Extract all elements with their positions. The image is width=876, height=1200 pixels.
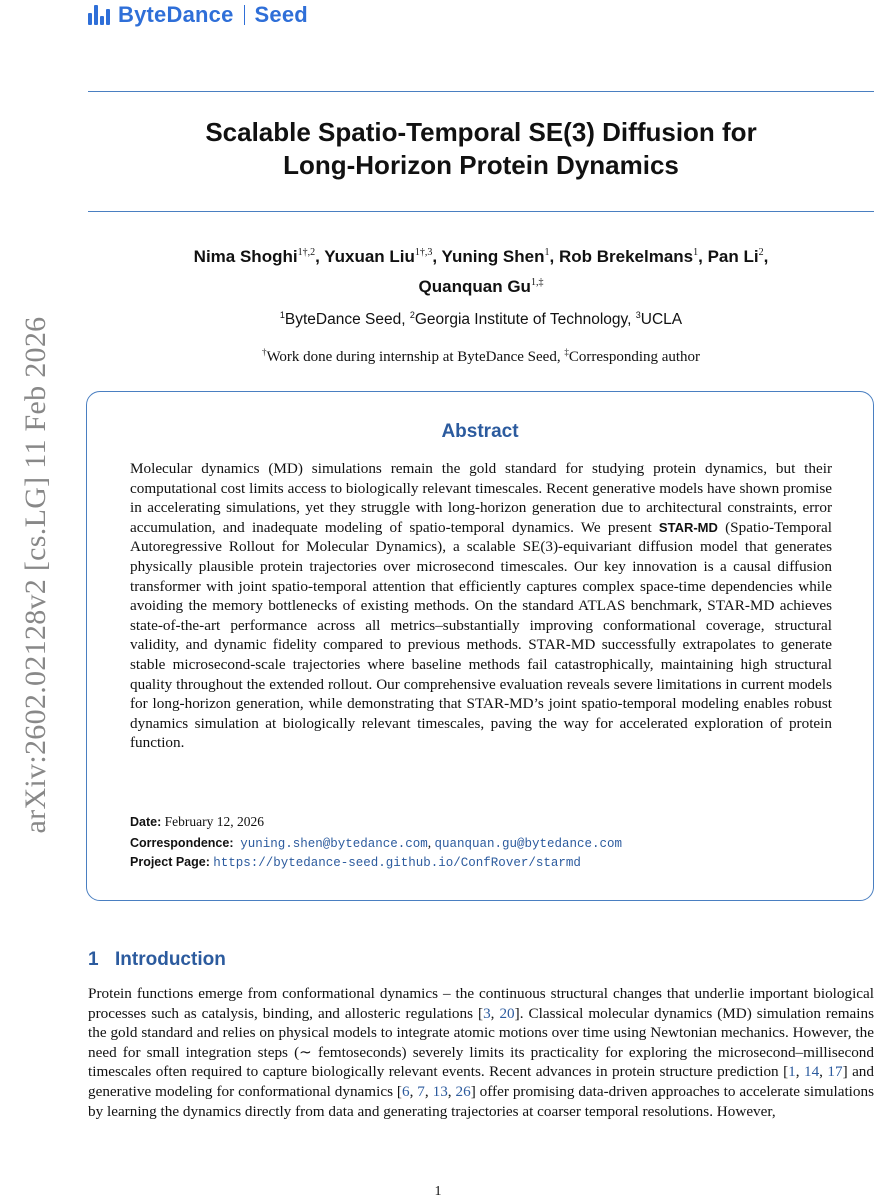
citation-link[interactable]: 3 — [483, 1004, 491, 1022]
title-rule-bottom — [88, 211, 874, 212]
title-line-1: Scalable Spatio-Temporal SE(3) Diffusion for — [205, 117, 757, 147]
email-separator: , — [427, 835, 432, 850]
author-marks: 1 — [693, 247, 699, 258]
citation-link[interactable]: 13 — [432, 1082, 448, 1100]
author-marks: 1 — [544, 247, 550, 258]
affiliations: $^1$ByteDance Seed, $^2$Georgia Institute of Technology, $^3$UCLA — [279, 310, 683, 328]
affiliation-name: ByteDance Seed — [284, 311, 402, 328]
author-name: Rob Brekelmans — [558, 247, 694, 266]
model-name: STAR-MD — [658, 519, 718, 535]
intro-text: ] and generative modeling for conformational dynamics [ — [88, 1063, 874, 1100]
author-notes — [88, 342, 874, 367]
citation-link[interactable]: 6 — [401, 1082, 410, 1100]
abstract-text-part2: (Spatio-Temporal Autoregressive Rollout for Molecular Dynamics), a scalable SE(3)-equivariant diffusion model that generates physically plausible protein trajectories over microsecond timescales. Our key innovation is a causal diffusion transformer with joint spatio-temporal attention that efficiently captures complex space-time dependencies while avoiding the memory bottlenecks of existing methods. On the standard ATLAS benchmark, STAR-MD achieves state-of-the-art performance across all metrics–substantially improving conformational coverage, structural validity, and dynamic fidelity compared to previous methods. STAR-MD successfully extrapolates to generate stable microsecond-scale trajectories where baseline methods fail catastrophically, maintaining high structural quality throughout the extended rollout. Our comprehensive evaluation reveals severe limitations in current models for long-horizon generation, while demonstrating that STAR-MD’s joint spatio-temporal modeling enables robust dynamics simulation at biologically relevant timescales, paving the way for accelerated exploration of protein function. — [130, 518, 833, 752]
author-marks: 1†,2 — [297, 247, 316, 258]
author-name: Pan Li — [707, 247, 759, 266]
abstract-text — [130, 459, 832, 753]
project-page-line — [130, 853, 832, 872]
author-name: Yuxuan Liu — [324, 247, 415, 266]
affiliation-name: UCLA — [640, 311, 683, 328]
title-line-2: Long-Horizon Protein Dynamics — [283, 150, 679, 180]
affiliation-mark: 1 — [279, 310, 285, 320]
intro-text: ]. Classical molecular dynamics (MD) simulation remains the gold standard and relies on physical models to integrate atomic motions over time using Newtonian mechanics. However, the need for small integration steps (∼ femtoseconds) severely limits its practicality for exploring the microsecond–millisecond timescales often required to capture biologically relevant events. Recent advances in protein structure prediction [ — [88, 1004, 874, 1081]
page-number: 1 — [434, 1184, 442, 1199]
date-value: February 12, 2026 — [164, 814, 264, 829]
project-page-label: Project Page: — [130, 855, 210, 869]
intro-text: Protein functions emerge from conformational dynamics – the continuous structural changes that underlie important biological processes such as catalysis, binding, and allosteric regulations [ — [88, 985, 874, 1022]
section-heading — [88, 949, 226, 971]
citation-link[interactable]: 26 — [455, 1082, 471, 1100]
author-list: Nima Shoghi$^{1\dagger,2}$, Yuxuan Liu$^{1\dagger,3}$, Yuning Shen$^1$, Rob Brekelmans$^1$, Pan Li$^2$, Quanquan $Gu^{1,\ddagger}$ — [193, 247, 769, 296]
bytedance-seed-logo — [88, 4, 308, 26]
author-name: Nima Shoghi — [193, 247, 298, 266]
date-label: Date: — [130, 815, 162, 829]
project-page-link[interactable]: https://bytedance-seed.github.io/ConfRover/starmd — [213, 856, 581, 870]
abstract-box — [86, 391, 874, 901]
citation-link[interactable]: 17 — [827, 1063, 843, 1081]
author-marks: 1,‡ — [530, 277, 544, 288]
logo-sub-brand: Seed — [254, 2, 308, 27]
author-name: Quanquan Gu — [418, 277, 531, 296]
date-line — [130, 813, 832, 831]
ddagger-note: Corresponding author — [568, 349, 701, 365]
dagger-mark: † — [261, 347, 267, 357]
email-link-2[interactable]: quanquan.gu@bytedance.com — [434, 837, 623, 851]
author-name: Yuning Shen — [441, 247, 545, 266]
author-marks: 1†,3 — [414, 247, 433, 258]
title-rule-top — [88, 91, 874, 92]
citation-link[interactable]: 20 — [499, 1004, 515, 1022]
logo-divider — [244, 5, 245, 25]
affiliation-mark: 2 — [409, 310, 415, 320]
section-title: Introduction — [115, 949, 226, 970]
introduction-paragraph: Protein functions emerge from conformational dynamics – the continuous structural changes that underlie important biological processes such as catalysis, binding, and allosteric regulations [3, 20]. Classical molecular dynamics (MD) simulation remains the gold standard and relies on physical models to integrate atomic motions over time using Newtonian mechanics. However, the need for small integration steps (∼ femtoseconds) severely limits its practicality for exploring the microsecond–millisecond timescales often required to capture biologically relevant events. Recent advances in protein structure prediction [1, 14, 17] and generative modeling for conformational dynamics [6, 7, 13, 26] offer promising data-driven approaches to accelerate simulations by learning the dynamics directly from data and generating trajectories at coarser temporal resolutions. However, — [88, 985, 874, 1120]
citation-link[interactable]: 7 — [417, 1082, 425, 1100]
abstract-text-part1: Molecular dynamics (MD) simulations remain the gold standard for studying protein dynamics, but their computational cost limits access to biologically relevant timescales. Recent generative models have shown promise in accelerating simulations, yet they struggle with long-horizon generation due to architectural constraints, error accumulation, and inadequate modeling of spatio-temporal dynamics. We present — [130, 460, 832, 536]
abstract-heading: Abstract — [441, 421, 519, 442]
paper-title — [88, 116, 874, 182]
correspondence-label: Correspondence: — [130, 836, 234, 850]
affiliation-mark: 3 — [635, 310, 641, 320]
section-number: 1 — [88, 949, 99, 970]
arxiv-identifier: arXiv:2602.02128v2 [cs.LG] 11 Feb 2026 — [19, 316, 52, 834]
ddagger-mark: ‡ — [564, 347, 569, 357]
logo-brand: ByteDance — [118, 2, 234, 27]
dagger-note: Work done during internship at ByteDance Seed, — [266, 349, 561, 365]
author-marks: 2 — [758, 247, 764, 258]
affiliation-name: Georgia Institute of Technology — [414, 311, 628, 328]
citation-link[interactable]: 14 — [803, 1063, 820, 1081]
intro-text: ] offer promising data-driven approaches to accelerate simulations by learning the dynamics directly from data and generating trajectories at coarser temporal resolutions. However, — [88, 1082, 874, 1120]
email-link-1[interactable]: yuning.shen@bytedance.com — [240, 837, 428, 851]
citation-link[interactable]: 1 — [788, 1063, 796, 1081]
correspondence-line — [130, 834, 832, 853]
bytedance-logo-icon — [88, 5, 110, 25]
